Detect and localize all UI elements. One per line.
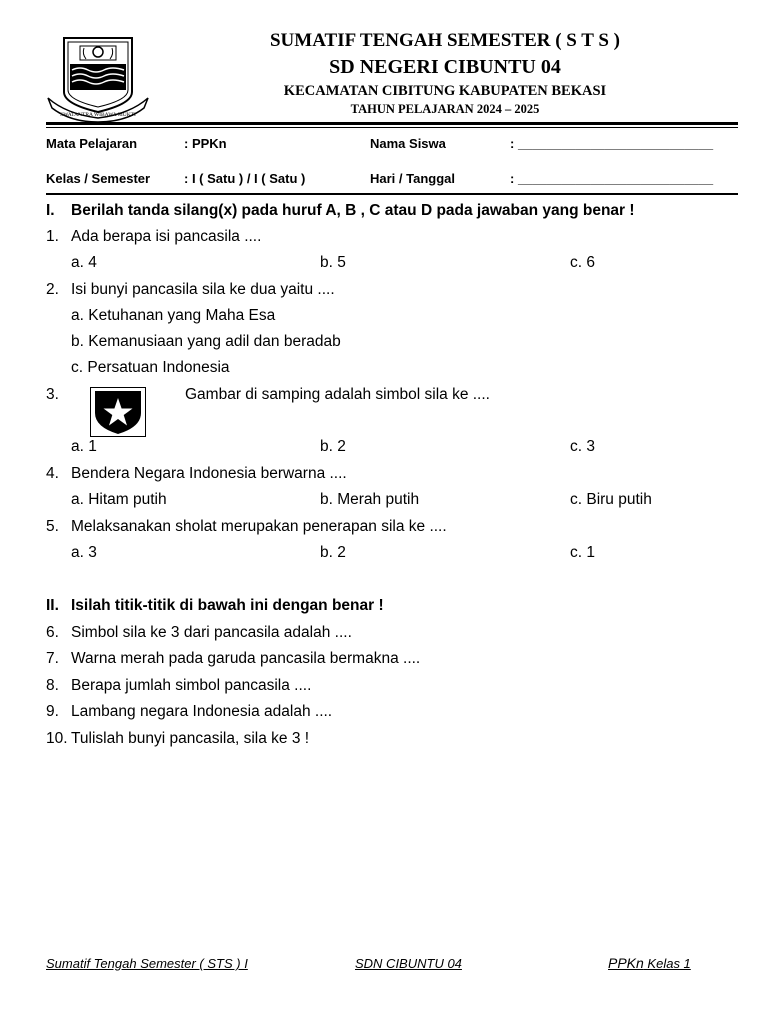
- question-2-option-c[interactable]: c. Persatuan Indonesia: [71, 359, 230, 376]
- subject-label: Mata Pelajaran: [46, 136, 138, 151]
- student-name-field[interactable]: : ___________________________: [510, 136, 714, 151]
- question-8-text: Berapa jumlah simbol pancasila ....: [71, 677, 312, 694]
- question-3-option-a[interactable]: a. 1: [71, 438, 97, 455]
- class-label: Kelas / Semester: [46, 171, 151, 186]
- bekasi-regency-emblem-icon: [46, 34, 150, 122]
- footer-subject: PPKn: [608, 955, 644, 971]
- header-divider-thin: [46, 127, 738, 128]
- school-name: SD NEGERI CIBUNTU 04: [329, 56, 561, 78]
- question-7-number: 7.: [46, 650, 59, 667]
- question-3-option-c[interactable]: c. 3: [570, 438, 595, 455]
- class-value: : I ( Satu ) / I ( Satu ): [184, 171, 306, 186]
- question-3-number: 3.: [46, 386, 59, 403]
- question-3-text: Gambar di samping adalah simbol sila ke ....: [185, 386, 490, 403]
- question-10-text: Tulislah bunyi pancasila, sila ke 3 !: [71, 730, 310, 747]
- question-1-option-a[interactable]: a. 4: [71, 254, 97, 271]
- question-2-option-b[interactable]: b. Kemanusiaan yang adil dan beradab: [71, 333, 341, 350]
- section-1-instruction: Berilah tanda silang(x) pada huruf A, B , C atau D pada jawaban yang benar !: [71, 202, 635, 219]
- question-4-number: 4.: [46, 465, 59, 482]
- question-1-option-c[interactable]: c. 6: [570, 254, 595, 271]
- question-3-option-b[interactable]: b. 2: [320, 438, 346, 455]
- question-10-number: 10.: [46, 730, 68, 747]
- question-5-option-b[interactable]: b. 2: [320, 544, 346, 561]
- question-2-option-a[interactable]: a. Ketuhanan yang Maha Esa: [71, 307, 276, 324]
- question-5-text: Melaksanakan sholat merupakan penerapan sila ke ....: [71, 518, 447, 535]
- footer-exam-name: Sumatif Tengah Semester ( STS ) I: [46, 956, 248, 971]
- question-1-option-b[interactable]: b. 5: [320, 254, 346, 271]
- subject-value: : PPKn: [184, 136, 227, 151]
- question-7-text: Warna merah pada garuda pancasila bermakna ....: [71, 650, 421, 667]
- question-6-number: 6.: [46, 624, 59, 641]
- footer-subject-class: [608, 955, 691, 971]
- svg-text:SWATANTRA WIBAWA MUKTI: SWATANTRA WIBAWA MUKTI: [60, 112, 136, 118]
- question-1-text: Ada berapa isi pancasila ....: [71, 228, 262, 245]
- date-field[interactable]: : ___________________________: [510, 171, 714, 186]
- question-1-number: 1.: [46, 228, 59, 245]
- student-name-label: Nama Siswa: [370, 136, 446, 151]
- question-4-option-c[interactable]: c. Biru putih: [570, 491, 652, 508]
- question-8-number: 8.: [46, 677, 59, 694]
- question-4-text: Bendera Negara Indonesia berwarna ....: [71, 465, 347, 482]
- header-divider: [46, 122, 738, 125]
- star-shield-icon: [90, 387, 146, 437]
- question-6-text: Simbol sila ke 3 dari pancasila adalah ....: [71, 624, 352, 641]
- question-4-option-a[interactable]: a. Hitam putih: [71, 491, 167, 508]
- academic-year: TAHUN PELAJARAN 2024 – 2025: [350, 102, 540, 116]
- section-1-number: I.: [46, 202, 55, 219]
- footer-class: Kelas 1: [643, 956, 691, 971]
- info-divider: [46, 193, 738, 195]
- section-2-instruction: Isilah titik-titik di bawah ini dengan benar !: [71, 597, 384, 614]
- question-9-text: Lambang negara Indonesia adalah ....: [71, 703, 333, 720]
- question-2-text: Isi bunyi pancasila sila ke dua yaitu ....: [71, 281, 335, 298]
- question-9-number: 9.: [46, 703, 59, 720]
- question-5-option-c[interactable]: c. 1: [570, 544, 595, 561]
- question-4-option-b[interactable]: b. Merah putih: [320, 491, 420, 508]
- question-5-number: 5.: [46, 518, 59, 535]
- exam-title: SUMATIF TENGAH SEMESTER ( S T S ): [269, 30, 620, 51]
- question-5-option-a[interactable]: a. 3: [71, 544, 97, 561]
- section-2-number: II.: [46, 597, 59, 614]
- question-2-number: 2.: [46, 281, 59, 298]
- footer-school: SDN CIBUNTU 04: [355, 956, 462, 971]
- district-name: KECAMATAN CIBITUNG KABUPATEN BEKASI: [283, 83, 607, 99]
- date-label: Hari / Tanggal: [370, 171, 455, 186]
